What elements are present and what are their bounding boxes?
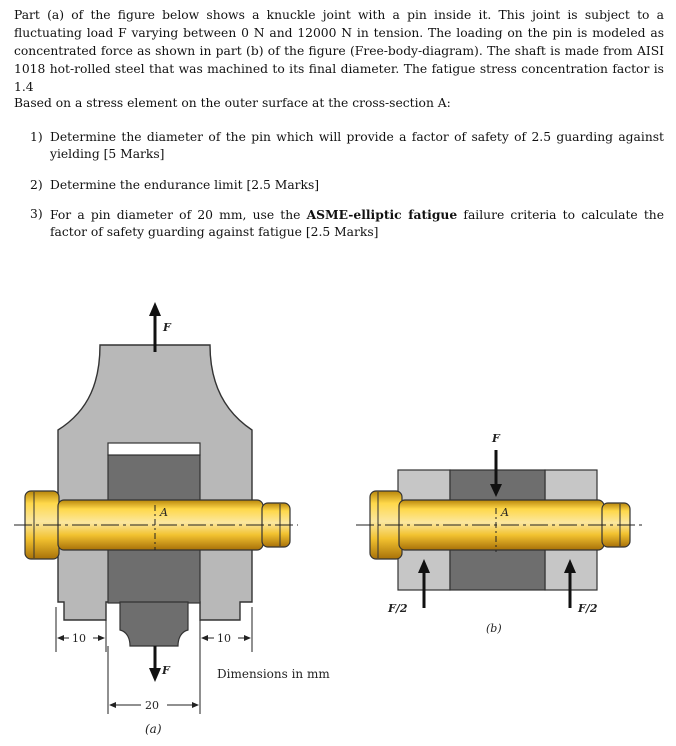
caption-b: (b) xyxy=(486,622,502,635)
question-2 xyxy=(30,177,664,194)
dim-bottom-arrowhead-r xyxy=(192,702,199,708)
section-a-label: A xyxy=(160,506,168,519)
question-3 xyxy=(30,206,664,241)
question-3-text xyxy=(50,206,664,241)
question-3-text-pre: For a pin diameter of 20 mm, use the xyxy=(50,208,307,222)
question-3-criterion: ASME-elliptic fatigue xyxy=(306,207,458,222)
fbd-section-a-label: A xyxy=(501,506,509,519)
question-2-text: Determine the endurance limit [2.5 Marks] xyxy=(50,178,320,192)
units-note: Dimensions in mm xyxy=(217,667,330,681)
dim-right-value: 10 xyxy=(217,632,231,645)
question-1-number: 1) xyxy=(30,130,43,144)
bottom-force-label: F xyxy=(162,664,170,677)
question-3-text-post: failure criteria to calculate the factor of safety guarding against fatigue [2.5 Marks] xyxy=(50,208,665,239)
reaction-right-label: F/2 xyxy=(578,602,598,615)
stress-element-basis: Based on a stress element on the outer surface at the cross-section A: xyxy=(14,96,451,110)
bottom-force-arrowhead xyxy=(149,668,161,682)
fbd-load-label: F xyxy=(492,432,500,445)
question-2-number: 2) xyxy=(30,178,43,192)
knuckle-joint-figure xyxy=(0,290,676,746)
top-force-label: F xyxy=(163,321,171,334)
clearance-slot xyxy=(108,443,200,455)
question-3-number: 3) xyxy=(30,207,43,221)
caption-a: (a) xyxy=(145,722,162,736)
dim-left-arrowhead-r xyxy=(98,635,105,641)
question-1 xyxy=(30,129,664,163)
dim-right-arrowhead-l xyxy=(201,635,208,641)
dim-bottom-value: 20 xyxy=(145,699,159,712)
dim-left-value: 10 xyxy=(72,632,86,645)
reaction-left-label: F/2 xyxy=(388,602,408,615)
part-a-knuckle-joint xyxy=(14,302,330,736)
dim-bottom-arrowhead-l xyxy=(109,702,116,708)
dim-left-arrowhead-l xyxy=(57,635,64,641)
knuckle-rod xyxy=(120,602,188,646)
dim-right-arrowhead-r xyxy=(244,635,251,641)
top-force-arrowhead xyxy=(149,302,161,316)
question-1-text: Determine the diameter of the pin which will provide a factor of safety of 2.5 guarding against yielding [5 Marks] xyxy=(50,130,664,161)
part-b-free-body-diagram xyxy=(356,432,642,635)
problem-intro: Part (a) of the figure below shows a knuckle joint with a pin inside it. This joint is subject to a fluctuating load F varying between 0 N and 12000 N in tension. The loading on the pin is modeled as concentrated force as shown in part (b) of the figure (Free-body-diagram). The shaft is made from AISI 1018 hot-rolled steel that was machined to its final diameter. The fatigue stress concentration factor is 1.4 xyxy=(14,8,664,94)
